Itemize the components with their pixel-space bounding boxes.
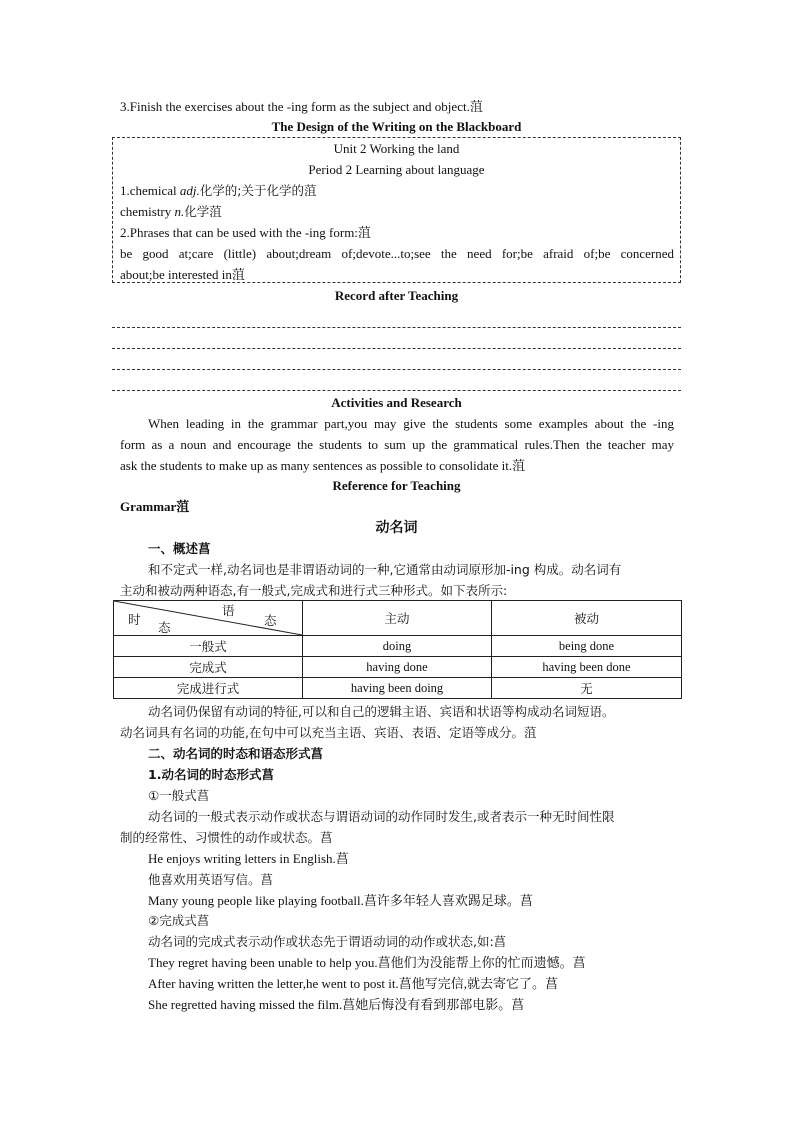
record-blank-line [112,369,681,370]
row-active: having done [303,657,492,678]
activities-paragraph-line: When leading in the grammar part,you may give the students some examples about the -ing [148,416,674,431]
item-heading: ①一般式菖 [148,788,210,803]
body-line: 动名词具有名词的功能,在句中可以充当主语、宾语、表语、定语等成分。菹 [120,725,537,740]
record-blank-line [112,390,681,391]
table-row [114,636,682,657]
row-passive: being done [492,636,682,657]
blackboard-period: Period 2 Learning about language [308,162,485,177]
body-line: 动名词的完成式表示动作或状态先于谓语动词的动作或状态,如:菖 [148,934,507,949]
section-paragraph-line: 和不定式一样,动名词也是非谓语动词的一种,它通常由动词原形加-ing 构成。动名词有 [148,562,622,577]
grammar-label: Grammar菹 [120,499,190,514]
record-blank-line [112,327,681,328]
vocab-word: 1.chemical [120,183,180,198]
row-active: doing [303,636,492,657]
section-heading: 一、概述菖 [148,541,211,556]
table-row [114,657,682,678]
row-form: 完成式 [114,657,303,678]
blackboard-heading: The Design of the Writing on the Blackboard [271,119,522,134]
vocab-chemistry [120,203,222,221]
corner-label-time: 时 [128,612,141,627]
blackboard-unit: Unit 2 Working the land [333,141,460,156]
corner-label-voice: 态 [264,613,277,628]
table-row [114,678,682,699]
example-sentence: He enjoys writing letters in English.菖 [148,851,349,866]
gerund-forms-table [113,600,682,699]
corner-label-voice: 语 [222,603,235,618]
example-sentence: Many young people like playing football.菖许多年轻人喜欢踢足球。菖 [148,893,533,908]
example-sentence: After having written the letter,he went to post it.菖他写完信,就去寄它了。菖 [148,976,558,991]
subsection-heading: 1.动名词的时态形式菖 [148,767,274,782]
instruction-line: 3.Finish the exercises about the -ing form as the subject and object.菹 [120,99,483,114]
body-line: 动名词的一般式表示动作或状态与谓语动词的动作同时发生,或者表示一种无时间性限 [148,809,615,824]
item-heading: ②完成式菖 [148,913,210,928]
activities-paragraph-line: ask the students to make up as many sentences as possible to consolidate it.菹 [120,458,526,473]
row-passive: having been done [492,657,682,678]
row-passive: 无 [492,678,682,699]
vocab-meaning: 化学的;关于化学的菹 [199,183,317,198]
activities-paragraph-line: form as a noun and encourage the students to sum up the grammatical rules.Then the teacher may [120,437,674,452]
row-active: having been doing [303,678,492,699]
phrases-line: be good at;care (little) about;dream of;devote...to;see the need for;be afraid of;be concerned [120,246,674,261]
table-header-row [114,601,682,636]
phrases-title: 2.Phrases that can be used with the -ing form:菹 [120,225,371,240]
table-corner-cell [114,601,303,636]
record-blank-line [112,348,681,349]
example-sentence: She regretted having missed the film.菖她后悔没有看到那部电影。菖 [148,997,525,1012]
section-paragraph-line: 主动和被动两种语态,有一般式,完成式和进行式三种形式。如下表所示: [120,583,508,598]
vocab-pos: n. [174,204,185,219]
vocab-chemical [120,182,317,200]
example-sentence: They regret having been unable to help you.菖他们为没能帮上你的忙而遗憾。菖 [148,955,586,970]
example-translation: 他喜欢用英语写信。菖 [148,872,274,887]
body-line: 制的经常性、习惯性的动作或状态。菖 [120,830,333,845]
grammar-title: 动名词 [375,520,418,536]
section-heading: 二、动名词的时态和语态形式菖 [148,746,324,761]
vocab-word: chemistry [120,204,175,219]
record-heading: Record after Teaching [334,288,459,303]
column-header-active: 主动 [303,601,492,636]
corner-label-state: 态 [158,620,171,635]
vocab-pos: adj. [179,183,200,198]
body-line: 动名词仍保留有动词的特征,可以和自己的逻辑主语、宾语和状语等构成动名词短语。 [148,704,615,719]
phrases-line: about;be interested in菹 [120,267,245,282]
row-form: 一般式 [114,636,303,657]
column-header-passive: 被动 [492,601,682,636]
activities-heading: Activities and Research [331,395,462,410]
vocab-meaning: 化学菹 [184,204,222,219]
reference-heading: Reference for Teaching [332,478,461,493]
row-form: 完成进行式 [114,678,303,699]
